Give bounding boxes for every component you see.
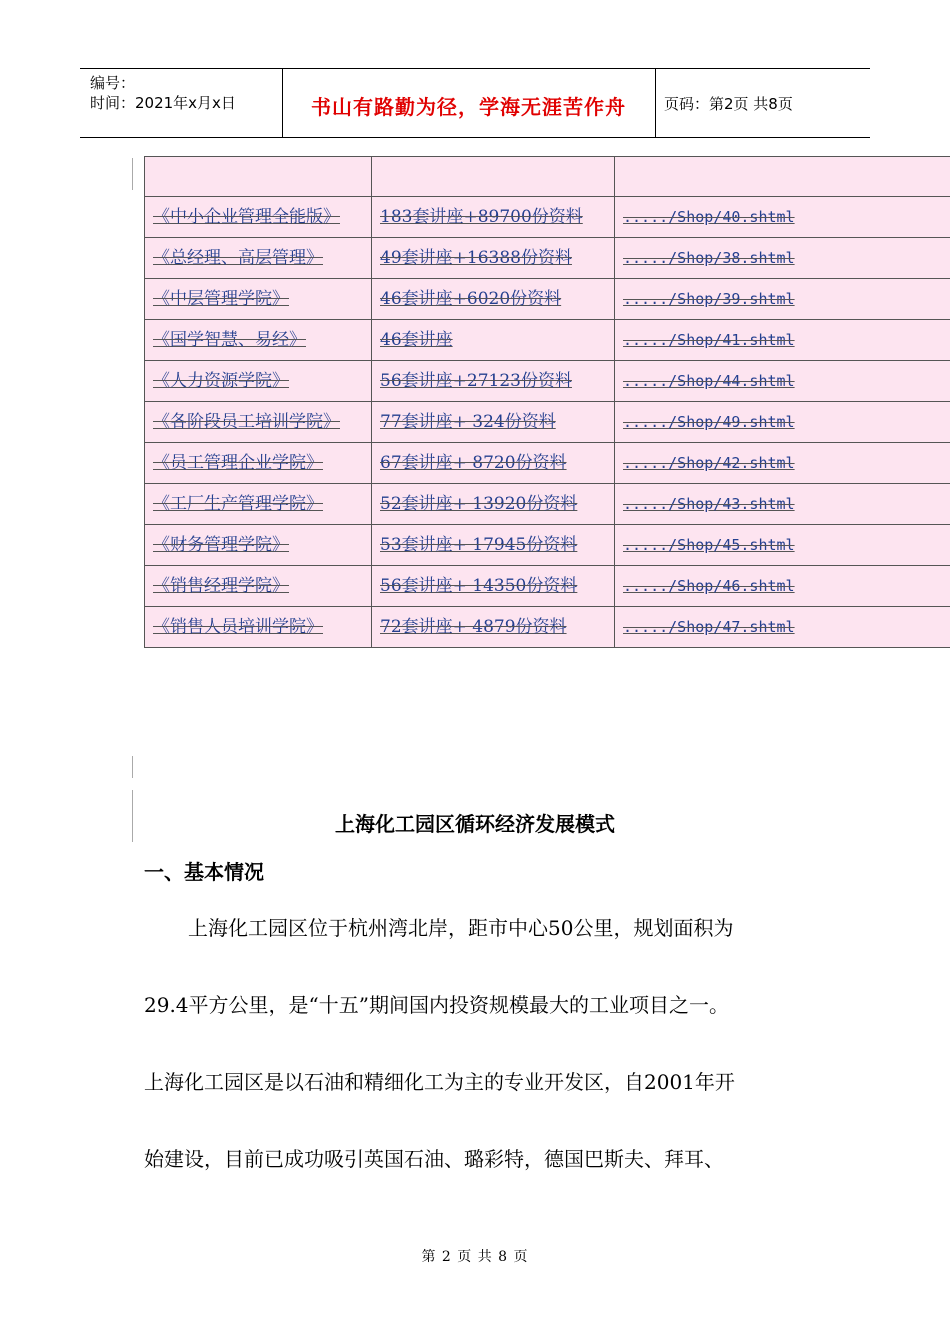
table-cell	[615, 607, 950, 648]
catalog-name-link[interactable]: 《各阶段员工培训学院》	[153, 412, 340, 432]
table-cell	[145, 197, 372, 238]
table-cell	[372, 279, 615, 320]
table-cell	[145, 402, 372, 443]
table-row	[145, 279, 950, 320]
catalog-name-link[interactable]: 《员工管理企业学院》	[153, 453, 323, 473]
article-paragraph	[144, 890, 816, 1198]
catalog-url-link[interactable]: ...../Shop/43.shtml	[623, 495, 795, 513]
table-cell	[145, 279, 372, 320]
margin-mark	[132, 756, 133, 778]
article-title: 上海化工园区循环经济发展模式	[335, 812, 615, 836]
catalog-url-link[interactable]: ...../Shop/40.shtml	[623, 208, 795, 226]
table-row	[145, 197, 950, 238]
page-footer: 第 2 页 共 8 页	[421, 1249, 529, 1265]
header-motto: 书山有路勤为径，学海无涯苦作舟	[311, 95, 626, 119]
table-cell	[615, 157, 950, 197]
table-row	[145, 566, 950, 607]
table-cell	[615, 279, 950, 320]
catalog-content-link[interactable]: 56套讲座+ 14350份资料	[380, 576, 578, 596]
catalog-url-link[interactable]: ...../Shop/45.shtml	[623, 536, 795, 554]
table-row	[145, 525, 950, 566]
catalog-content-link[interactable]: 72套讲座+ 4879份资料	[380, 617, 567, 637]
table-cell	[615, 525, 950, 566]
header-page-number: 页码：第2页 共8页	[664, 95, 793, 113]
table-cell	[145, 525, 372, 566]
table-row	[145, 361, 950, 402]
paragraph-line: 上海化工园区位于杭州湾北岸，距市中心50公里，规划面积为	[188, 916, 734, 940]
catalog-content-link[interactable]: 46套讲座	[380, 330, 453, 350]
table-cell	[372, 443, 615, 484]
table-row	[145, 443, 950, 484]
table-row	[145, 607, 950, 648]
table-cell	[615, 443, 950, 484]
table-row	[145, 484, 950, 525]
catalog-name-link[interactable]: 《工厂生产管理学院》	[153, 494, 323, 514]
table-cell	[372, 484, 615, 525]
catalog-content-link[interactable]: 183套讲座+89700份资料	[380, 207, 583, 227]
table-cell	[372, 361, 615, 402]
catalog-name-link[interactable]: 《中小企业管理全能版》	[153, 207, 340, 227]
table-cell	[145, 238, 372, 279]
catalog-content-link[interactable]: 67套讲座+ 8720份资料	[380, 453, 567, 473]
catalog-name-link[interactable]: 《财务管理学院》	[153, 535, 289, 555]
table-cell	[615, 238, 950, 279]
margin-mark	[132, 158, 133, 190]
catalog-url-link[interactable]: ...../Shop/49.shtml	[623, 413, 795, 431]
catalog-url-link[interactable]: ...../Shop/42.shtml	[623, 454, 795, 472]
table-cell	[145, 157, 372, 197]
catalog-name-link[interactable]: 《总经理、高层管理》	[153, 248, 323, 268]
table-cell	[145, 607, 372, 648]
table-cell	[372, 402, 615, 443]
catalog-name-link[interactable]: 《销售经理学院》	[153, 576, 289, 596]
catalog-content-link[interactable]: 77套讲座+ 324份资料	[380, 412, 556, 432]
table-cell	[145, 443, 372, 484]
table-cell	[615, 361, 950, 402]
page-header	[80, 68, 870, 138]
catalog-url-link[interactable]: ...../Shop/41.shtml	[623, 331, 795, 349]
table-cell	[615, 197, 950, 238]
table-row	[145, 320, 950, 361]
catalog-url-link[interactable]: ...../Shop/47.shtml	[623, 618, 795, 636]
table-cell	[372, 566, 615, 607]
paragraph-line: 始建设，目前已成功吸引英国石油、璐彩特，德国巴斯夫、拜耳、	[144, 1147, 724, 1171]
header-meta	[90, 73, 236, 113]
catalog-url-link[interactable]: ...../Shop/44.shtml	[623, 372, 795, 390]
table-row	[145, 402, 950, 443]
catalog-url-link[interactable]: ...../Shop/39.shtml	[623, 290, 795, 308]
header-code-label: 编号：	[90, 74, 136, 92]
table-cell	[615, 320, 950, 361]
catalog-url-link[interactable]: ...../Shop/46.shtml	[623, 577, 795, 595]
catalog-table	[144, 156, 950, 648]
catalog-content-link[interactable]: 56套讲座+27123份资料	[380, 371, 572, 391]
table-header-row	[145, 157, 950, 197]
header-divider	[655, 69, 656, 137]
table-cell	[372, 157, 615, 197]
catalog-name-link[interactable]: 《人力资源学院》	[153, 371, 289, 391]
table-cell	[615, 484, 950, 525]
table-cell	[615, 566, 950, 607]
catalog-name-link[interactable]: 《国学智慧、易经》	[153, 330, 306, 350]
header-time-label: 时间：2021年x月x日	[90, 94, 236, 112]
catalog-content-link[interactable]: 52套讲座+ 13920份资料	[380, 494, 578, 514]
catalog-content-link[interactable]: 53套讲座+ 17945份资料	[380, 535, 578, 555]
table-cell	[372, 197, 615, 238]
catalog-name-link[interactable]: 《销售人员培训学院》	[153, 617, 323, 637]
catalog-name-link[interactable]: 《中层管理学院》	[153, 289, 289, 309]
paragraph-line: 29.4平方公里，是“十五”期间国内投资规模最大的工业项目之一。	[144, 993, 729, 1017]
table-cell	[372, 238, 615, 279]
catalog-url-link[interactable]: ...../Shop/38.shtml	[623, 249, 795, 267]
section-title: 一、基本情况	[144, 860, 264, 884]
table-cell	[372, 525, 615, 566]
table-row	[145, 238, 950, 279]
table-cell	[145, 361, 372, 402]
catalog-content-link[interactable]: 46套讲座+6020份资料	[380, 289, 562, 309]
table-cell	[372, 607, 615, 648]
table-cell	[372, 320, 615, 361]
table-cell	[615, 402, 950, 443]
table-cell	[145, 320, 372, 361]
paragraph-line: 上海化工园区是以石油和精细化工为主的专业开发区，自2001年开	[144, 1070, 735, 1094]
catalog-content-link[interactable]: 49套讲座+16388份资料	[380, 248, 572, 268]
table-cell	[145, 484, 372, 525]
table-cell	[145, 566, 372, 607]
